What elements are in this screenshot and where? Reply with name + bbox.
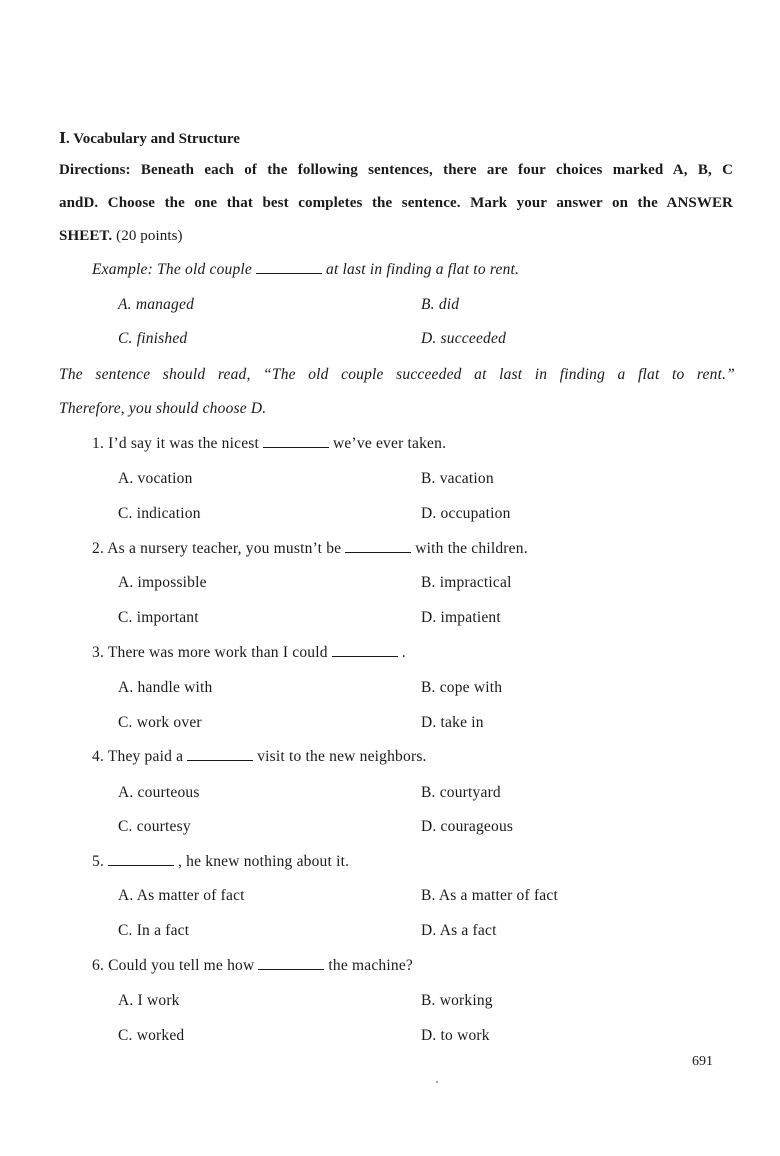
q4-option-b: B. courtyard — [421, 784, 501, 801]
q3-option-b: B. cope with — [421, 679, 503, 696]
question-after: . — [401, 644, 406, 661]
question-number: 2. — [92, 540, 105, 557]
q3-option-d: D. take in — [421, 714, 484, 731]
scan-speck — [436, 1081, 438, 1083]
question-6 — [92, 957, 413, 975]
q5-option-c: C. In a fact — [118, 922, 190, 939]
question-after: with the children. — [415, 540, 528, 557]
question-before: Could you tell me how — [108, 957, 255, 974]
q4-option-c: C. courtesy — [118, 818, 191, 835]
q2-option-c: C. important — [118, 609, 199, 626]
question-before: There was more work than I could — [107, 644, 328, 661]
section-numeral: Ⅰ. — [59, 131, 70, 147]
page-number: 691 — [692, 1054, 713, 1069]
directions-points: (20 points) — [116, 228, 183, 244]
q2-option-a: A. impossible — [118, 574, 207, 591]
q6-option-b: B. working — [421, 992, 493, 1009]
answer-blank — [332, 655, 398, 657]
q5-option-a: A. As matter of fact — [118, 887, 245, 904]
q4-option-d: D. courageous — [421, 818, 514, 835]
question-before: As a nursery teacher, you mustn’t be — [107, 540, 342, 557]
answer-blank — [187, 759, 253, 761]
question-number: 5. — [92, 853, 105, 870]
question-after: , he knew nothing about it. — [178, 853, 350, 870]
question-after: the machine? — [328, 957, 413, 974]
question-number: 3. — [92, 644, 105, 661]
directions-line-3 — [59, 228, 183, 245]
answer-blank — [108, 864, 174, 866]
question-1 — [92, 435, 446, 453]
example-explanation-2: Therefore, you should choose D. — [59, 400, 267, 417]
example-option-a: A. managed — [118, 296, 195, 313]
q6-option-a: A. I work — [118, 992, 180, 1009]
q2-option-b: B. impractical — [421, 574, 512, 591]
directions-sheet: SHEET. — [59, 228, 113, 244]
example-option-d: D. succeeded — [421, 330, 507, 347]
question-number: 4. — [92, 748, 105, 765]
example-before: The old couple — [157, 261, 253, 278]
question-4 — [92, 748, 427, 766]
q1-option-a: A. vocation — [118, 470, 193, 487]
example-label: Example: — [92, 261, 153, 278]
q1-option-b: B. vacation — [421, 470, 494, 487]
q6-option-d: D. to work — [421, 1027, 490, 1044]
question-number: 6. — [92, 957, 105, 974]
q3-option-c: C. work over — [118, 714, 202, 731]
example-option-c: C. finished — [118, 330, 188, 347]
q5-option-d: D. As a fact — [421, 922, 497, 939]
section-heading — [59, 129, 240, 148]
q3-option-a: A. handle with — [118, 679, 213, 696]
example-sentence — [92, 261, 519, 279]
question-number: 1. — [92, 435, 105, 452]
example-option-b: B. did — [421, 296, 460, 313]
answer-blank — [263, 446, 329, 448]
q2-option-d: D. impatient — [421, 609, 501, 626]
answer-blank — [256, 272, 322, 274]
question-5 — [92, 853, 349, 871]
answer-blank — [258, 968, 324, 970]
section-title: Vocabulary and Structure — [73, 131, 240, 147]
question-3 — [92, 644, 406, 662]
question-after: visit to the new neighbors. — [257, 748, 427, 765]
q4-option-a: A. courteous — [118, 784, 200, 801]
q1-option-c: C. indication — [118, 505, 201, 522]
answer-blank — [345, 551, 411, 553]
q6-option-c: C. worked — [118, 1027, 185, 1044]
question-after: we’ve ever taken. — [333, 435, 447, 452]
example-after: at last in finding a flat to rent. — [326, 261, 520, 278]
directions-line-1: Directions: Beneath each of the following sentences, there are four choices marked A, B, C — [59, 162, 733, 178]
question-2 — [92, 540, 528, 558]
question-before: They paid a — [107, 748, 184, 765]
directions-line-2: andD. Choose the one that best completes the sentence. Mark your answer on the ANSWER — [59, 195, 733, 211]
example-explanation-1: The sentence should read, “The old couple succeeded at last in finding a flat to rent.” — [59, 366, 735, 383]
q5-option-b: B. As a matter of fact — [421, 887, 558, 904]
q1-option-d: D. occupation — [421, 505, 511, 522]
question-before: I’d say it was the nicest — [108, 435, 260, 452]
